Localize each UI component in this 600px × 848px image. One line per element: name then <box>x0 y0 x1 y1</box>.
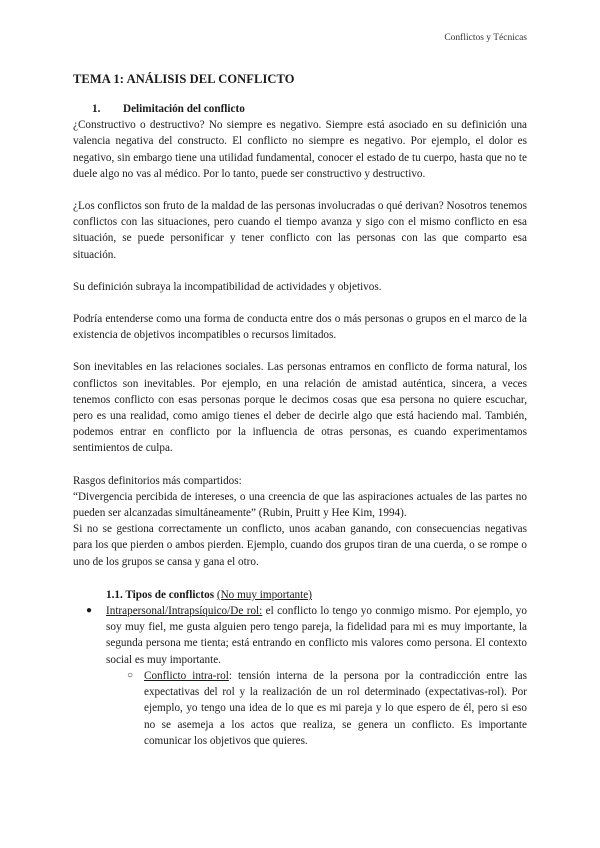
paragraph-management: Si no se gestiona correctamente un conflicto, unos acaban ganando, con consecuencias negativas para los que pierden o ambos pierden. Ejemplo, cuando dos grupos tiran de una cuerda, o se rompe o uno de los grupos se cansa y gana el otro. <box>73 523 527 568</box>
paragraph-traits-quote: “Divergencia percibida de intereses, o una creencia de que las aspiraciones actuales de las partes no pueden ser alcanzadas simultáneamente” (Rubin, Pruitt y Hee Kim, 1994). <box>73 490 527 520</box>
subbullet-marker: ○ <box>127 669 134 681</box>
section-heading-1-1 <box>73 587 527 603</box>
bullet-marker: ● <box>86 605 93 617</box>
paragraph-conduct: Podría entenderse como una forma de conducta entre dos o más personas o grupos en el marco de la existencia de objetivos incompatibles o recursos limitados. <box>73 313 527 342</box>
subsection-title: Tipos de conflictos <box>125 588 215 601</box>
subbullet-term: Conflicto intra-rol <box>144 669 229 682</box>
running-header: Conflictos y Técnicas <box>444 33 527 43</box>
subbullet-intra-rol <box>73 668 527 749</box>
bullet-intrapersonal <box>73 603 527 668</box>
paragraph-traits-intro: Rasgos definitorios más compartidos: <box>73 474 242 487</box>
subsection-number: 1.1. <box>106 588 123 601</box>
paragraph-inevitable: Son inevitables en las relaciones sociales. Las personas entramos en conflicto de forma natural, los conflictos son inevitables. Por ejemplo, en una relación de amistad auténtica, sincera, a veces tenemos conflicto con esas personas porque le decimos cosas que esa persona no quiere escuchar, pero es una realidad, como amigo tienes el deber de decirle algo que está haciendo mal. También, podemos entrar en conflicto por la influencia de otras personas, es cuando experimentamos sentimientos de culpa. <box>73 361 527 455</box>
section-heading-1 <box>73 101 527 117</box>
subsection-note: (No muy importante) <box>216 588 312 601</box>
subbullet-text: : tensión interna de la persona por la contradicción entre las expectativas del rol y la realización de un rol determinado (expectativas-rol). Por ejemplo, yo tengo una idea de lo que es mi pareja y lo que espero de él, pero si eso no se asemeja a los actos que realiza, se genera un conflicto. Es importante comunicar los objetivos que quieres. <box>144 669 527 747</box>
paragraph-origin: ¿Los conflictos son fruto de la maldad de las personas involucradas o qué derivan? Nosotros tenemos conflictos con las situaciones, pero cuando el tiempo avanza y sigo con el mismo conflicto en esa situación, se puede personificar y tener conflicto con las personas con las que comparto esa situación. <box>73 200 527 261</box>
bullet-text: el conflicto lo tengo yo conmigo mismo. Por ejemplo, yo soy muy fiel, me gusta alguien pero tengo pareja, la fidelidad para mi es muy importante, la segunda persona me tienta; está entrando en conflicto mis valores como persona. El contexto social es muy importante. <box>106 605 527 666</box>
bullet-term: Intrapersonal/Intrapsíquico/De rol: <box>106 605 263 618</box>
paragraph-constructive: ¿Constructivo o destructivo? No siempre es negativo. Siempre está asociado en su definición una valencia negativa del constructo. El conflicto no siempre es negativo. Por ejemplo, el dolor es negativo, sin embargo tiene una utilidad fundamental, conocer el estado de tu cuerpo, hasta que no te duele algo no vas al médico. Por lo tanto, puede ser constructivo y destructivo. <box>73 119 527 180</box>
section-title: Delimitación del conflicto <box>123 103 245 115</box>
paragraph-definition: Su definición subraya la incompatibilidad de actividades y objetivos. <box>73 280 382 293</box>
page-title: TEMA 1: ANÁLISIS DEL CONFLICTO <box>73 72 295 86</box>
document-body <box>73 103 527 749</box>
section-number: 1. <box>92 103 101 115</box>
